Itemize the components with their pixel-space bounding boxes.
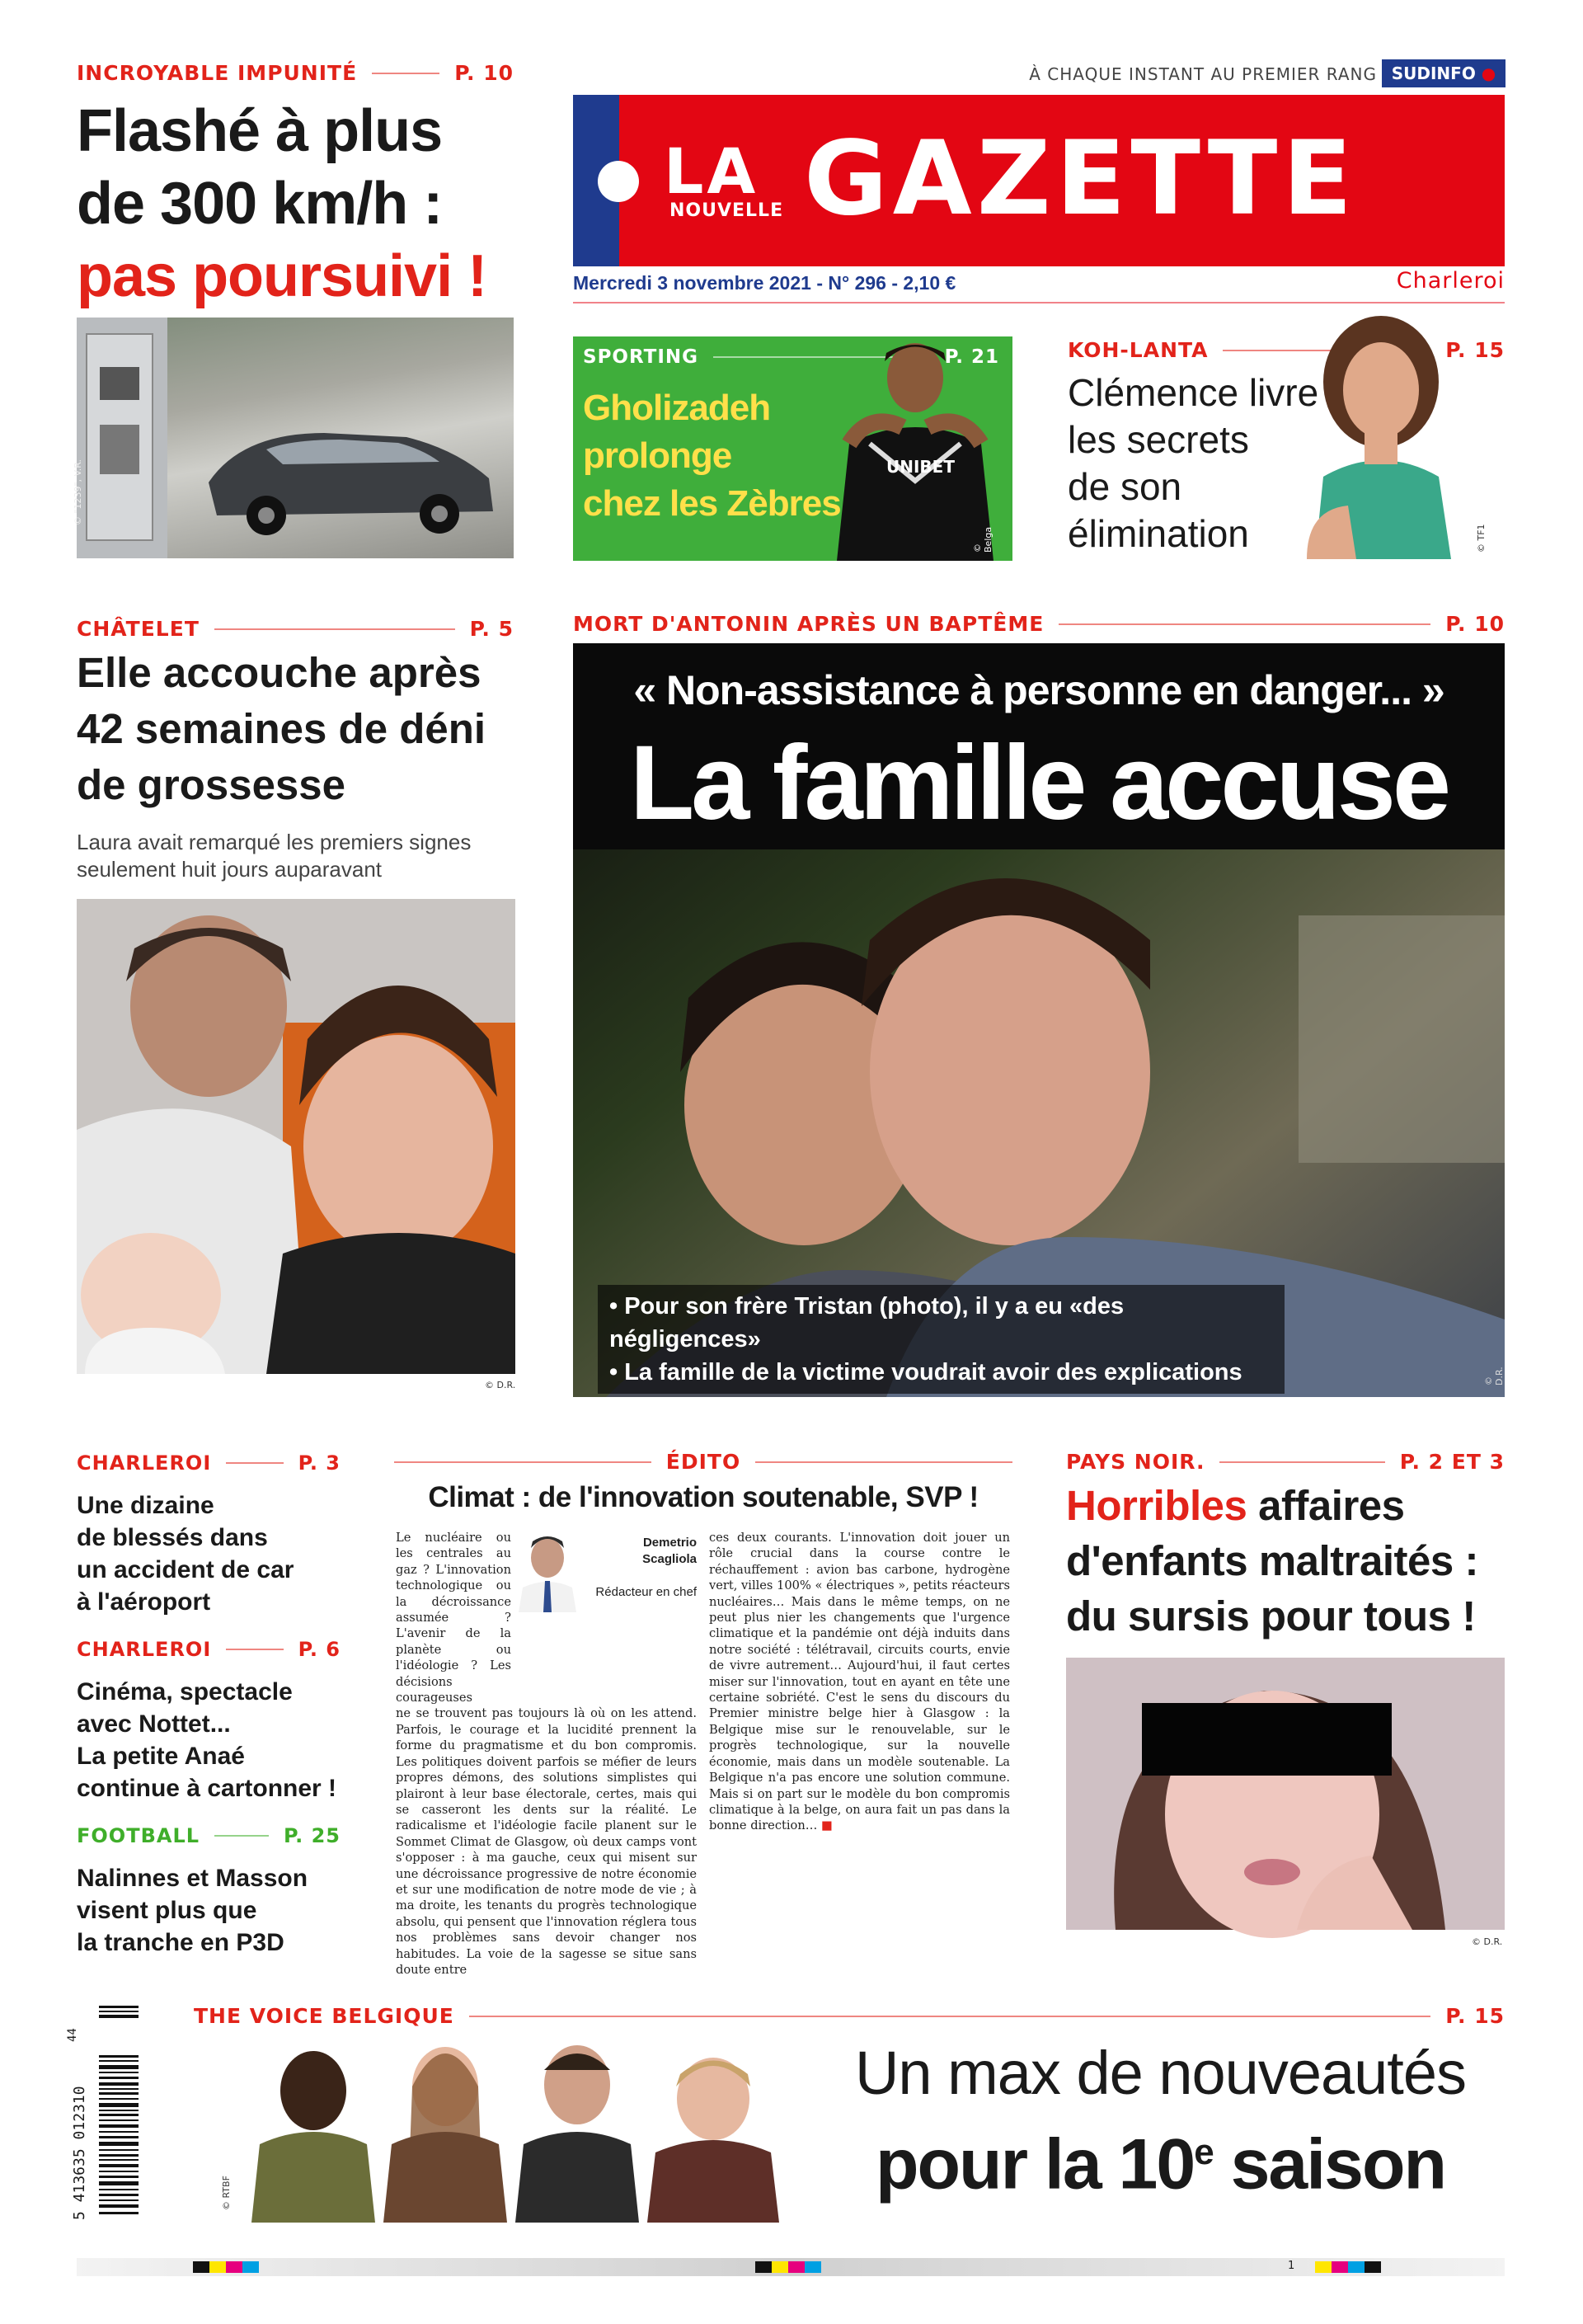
kohlanta-headline[interactable]: Clémence livre les secrets de son élimination	[1068, 371, 1319, 555]
barcode-number: 5 413635 012310	[71, 2086, 88, 2220]
barcode	[66, 2006, 140, 2220]
edition-name: Charleroi	[1396, 268, 1505, 294]
end-mark: ■	[817, 1818, 833, 1833]
kohlanta-kicker: KOH-LANTA P. 15	[1068, 338, 1505, 362]
lead-bullets: • Pour son frère Tristan (photo), il y a eu «des négligences» • La famille de la victime voudrait avoir des explications	[598, 1285, 1285, 1394]
brief-headline: Nalinnes et Masson visent plus que la tranche en P3D	[77, 1865, 308, 1956]
issue-line: Mercredi 3 novembre 2021 - N° 296 - 2,10 €	[573, 272, 956, 294]
censor-bar	[1142, 1703, 1392, 1776]
sudinfo-logo[interactable]: SUDINFO ●	[1382, 59, 1505, 87]
lead-credit: © D.R.	[1483, 1367, 1505, 1385]
car-illustration	[77, 318, 514, 558]
brief-headline: Cinéma, spectacle avec Nottet... La petite Anaé continue à cartonner !	[77, 1678, 337, 1802]
paysnoir-headline[interactable]: Horribles affaires d'enfants maltraités : du sursis pour tous !	[1066, 1482, 1478, 1640]
edito-body-1: ne se trouvent pas toujours là où on les attend. Parfois, le courage et la lucidité prennent la forme du pragmatisme et du bon compromis. Les politiques doivent parfois se méfier de leurs propres démons, des solutions simplistes qui plairont à leur base électorale, certes, mais qui se casseront les dents sur la réalité. Le radicalisme et l'idéologie facile planent sur le Sommet Climat de Glasgow, où deux camps vont s'opposer : à ma gauche, ceux qui misent sur une décroissance progressive de notre économie et sur une modification de notre mode de vie ; à ma droite, les tenants du progrès technologique absolu, qui pensent que l'innovation réglera tous nos problèmes sans devoir changer nos habitudes. La voie de la sagesse se situe sans doute entre	[396, 1706, 697, 1977]
paysnoir-photo	[1066, 1658, 1505, 1930]
sporting-headline: Gholizadeh prolonge chez les Zèbres	[583, 388, 841, 524]
edito-column-2	[709, 1530, 1010, 1946]
author-last-name: Scagliola	[642, 1552, 697, 1566]
blurred-portrait-illustration	[1066, 1658, 1505, 1930]
brief-kicker: CHARLEROI P. 3	[77, 1451, 341, 1475]
masthead-gazette: GAZETTE	[804, 120, 1358, 238]
brief-item[interactable]	[77, 1638, 341, 1804]
top-left-kicker: INCROYABLE IMPUNITÉ P. 10	[77, 61, 514, 85]
tagline: À CHAQUE INSTANT AU PREMIER RANG	[1029, 64, 1377, 84]
chatelet-headline[interactable]: Elle accouche après 42 semaines de déni de grossesse	[77, 649, 486, 808]
masthead-dot	[598, 161, 639, 202]
lead-headline: La famille accuse	[629, 724, 1449, 842]
voice-kicker: THE VOICE BELGIQUE P. 15	[194, 2004, 1505, 2028]
chatelet-credit: © D.R.	[485, 1380, 516, 1390]
kohlanta-credit: © TF1	[1476, 524, 1487, 553]
edito-intro: Le nucléaire ou les centrales au gaz ? L'innovation technologique ou la décroissance assumée ? L'avenir de la planète ou l'idéologie ? Les décisions courageuses	[396, 1531, 511, 1705]
lead-story[interactable]	[573, 643, 1505, 1397]
registration-marks-left	[193, 2261, 259, 2273]
voice-coaches-photo[interactable]	[194, 2029, 820, 2223]
author-portrait	[514, 1530, 580, 1612]
author-box	[511, 1530, 697, 1629]
brief-kicker: FOOTBALL P. 25	[77, 1824, 341, 1847]
voice-headline[interactable]	[816, 2037, 1505, 2208]
brief-item[interactable]	[77, 1451, 341, 1618]
briefs-column	[77, 1451, 341, 1959]
brief-headline: Une dizaine de blessés dans un accident de car à l'aéroport	[77, 1492, 294, 1616]
brief-item[interactable]	[77, 1824, 341, 1959]
author-role: Rédacteur en chef	[595, 1585, 697, 1599]
voice-credit: © RTBF	[221, 2176, 232, 2210]
edito-title[interactable]: Climat : de l'innovation soutenable, SVP !	[428, 1481, 979, 1513]
voice-line-2: pour la 10e saison	[875, 2124, 1446, 2204]
sponsor-text: UNIBET	[886, 457, 955, 477]
paysnoir-kicker: PAYS NOIR. P. 2 ET 3	[1066, 1450, 1505, 1474]
barcode-addon: 44	[66, 2028, 79, 2042]
speeding-car-photo	[73, 318, 514, 558]
page-number: 1	[1288, 2260, 1295, 2272]
registration-marks-center	[755, 2261, 821, 2273]
lead-kicker: MORT D'ANTONIN APRÈS UN BAPTÊME P. 10	[573, 612, 1505, 636]
registration-marks-right	[1315, 2261, 1381, 2273]
sporting-credit: © Belga	[972, 526, 993, 553]
edito-kicker: ÉDITO	[394, 1450, 1012, 1474]
voice-line-1: Un max de nouveautés	[854, 2039, 1467, 2107]
chatelet-kicker: CHÂTELET P. 5	[77, 617, 514, 641]
masthead-la: LA	[664, 134, 759, 208]
family-selfie-photo	[77, 899, 515, 1374]
top-left-headline[interactable]: Flashé à plus de 300 km/h : pas poursuivi !	[77, 98, 487, 309]
lead-quote: « Non-assistance à personne en danger... »	[633, 667, 1444, 713]
author-first-name: Demetrio	[642, 1536, 697, 1550]
paysnoir-credit: © D.R.	[1472, 1936, 1503, 1947]
family-selfie-illustration	[77, 899, 515, 1374]
edito-body-2: ces deux courants. L'innovation doit jouer un rôle crucial dans la course contre le réchauffement : avion bas carbone, hydrogène vert, villes 100% « électriques », petits réacteurs nucléaires… Mais dans le même temps, on ne peut plus nier les changements que l'urgence climatique et la pandémie ont déjà induits dans notre société : télétravail, circuits courts, envie de vivre autrement… Aujourd'hui, il faut certes miser sur l'innovation, tout en ayant en tête une certaine sobriété. C'est le sens du discours du Premier ministre belge hier à Glasgow : la Belgique mise sur le renouvelable, sur le progrès technologique, sur la nouvelle économie, mais dans un modèle soutenable. La Belgique n'a pas encore une solution commune. Mais si on part sur le modèle du bon compromis climatique à la belge, on aura fait un pas dans la bonne direction…	[709, 1531, 1010, 1833]
edito-column-1	[396, 1530, 697, 1977]
sporting-kicker: SPORTING P. 21	[583, 346, 999, 368]
chatelet-subhead: Laura avait remarqué les premiers signes seulement huit jours auparavant	[77, 830, 472, 882]
sporting-box[interactable]	[573, 336, 1012, 561]
masthead-nouvelle: NOUVELLE	[669, 200, 784, 221]
clemence-portrait	[1290, 312, 1472, 559]
photo-credit: © "1239", V.R.	[73, 459, 83, 525]
masthead[interactable]	[573, 95, 1505, 266]
brief-kicker: CHARLEROI P. 6	[77, 1638, 341, 1661]
header-rule	[573, 302, 1505, 303]
